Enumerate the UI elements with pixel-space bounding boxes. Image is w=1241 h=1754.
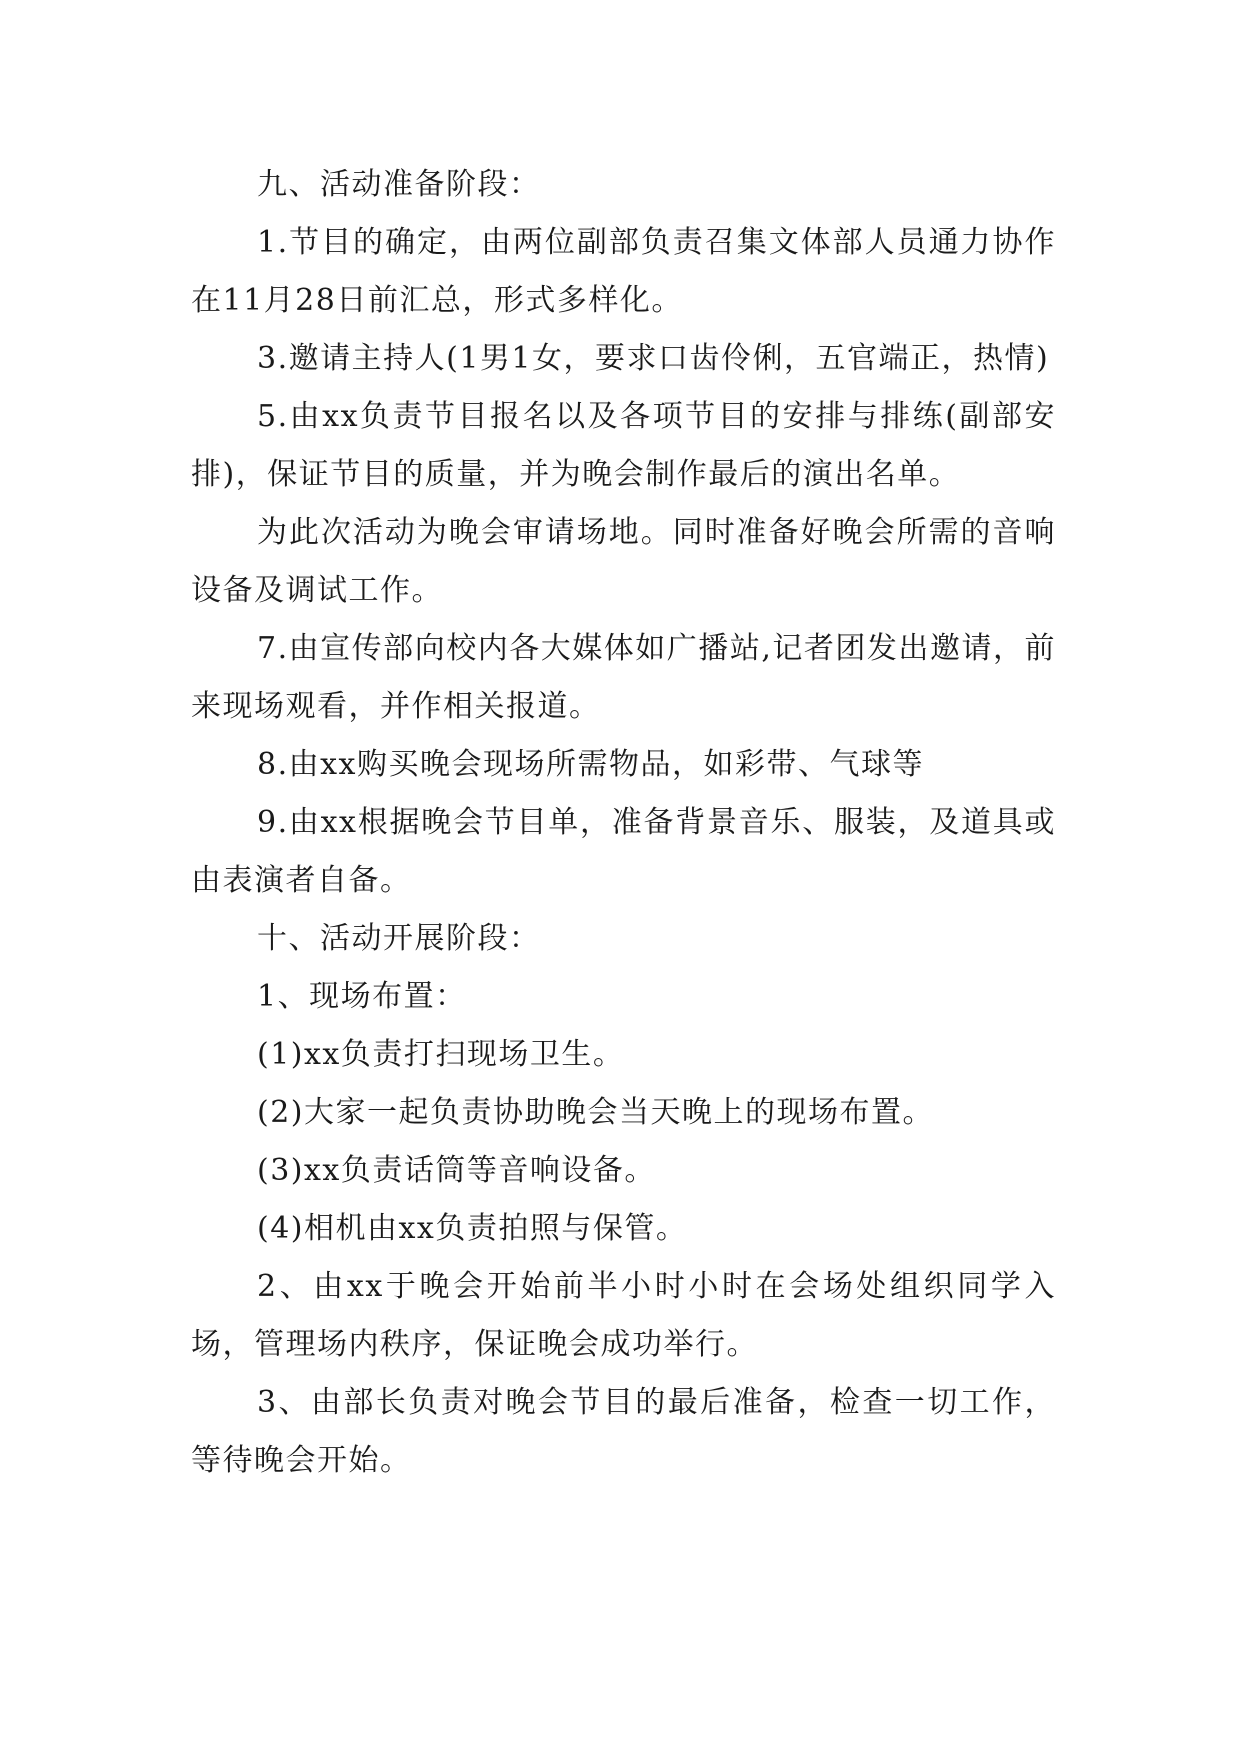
document-body [191,156,1056,1490]
paragraph: 为此次活动为晚会审请场地。同时准备好晚会所需的音响设备及调试工作。 [191,515,1056,608]
paragraph: 3.邀请主持人(1男1女，要求口齿伶俐，五官端正，热情) [257,341,1050,376]
paragraph: 1.节目的确定，由两位副部负责召集文体部人员通力协作在11月28日前汇总，形式多样化。 [191,225,1056,318]
paragraph: 9.由xx根据晚会节目单，准备背景音乐、服装，及道具或由表演者自备。 [191,805,1056,898]
paragraph: (2)大家一起负责协助晚会当天晚上的现场布置。 [257,1095,934,1130]
paragraph: (3)xx负责话筒等音响设备。 [257,1153,656,1188]
paragraph: 3、由部长负责对晚会节目的最后准备，检查一切工作，等待晚会开始。 [191,1385,1056,1478]
paragraph: (1)xx负责打扫现场卫生。 [257,1037,625,1072]
paragraph: 8.由xx购买晚会现场所需物品，如彩带、气球等 [257,747,924,782]
section-heading-execution: 十、活动开展阶段： [257,921,541,956]
paragraph: (4)相机由xx负责拍照与保管。 [257,1211,688,1246]
paragraph: 2、由xx于晚会开始前半小时小时在会场处组织同学入场，管理场内秩序，保证晚会成功举行。 [191,1269,1056,1362]
paragraph: 7.由宣传部向校内各大媒体如广播站,记者团发出邀请，前来现场观看，并作相关报道。 [191,631,1056,724]
paragraph: 5.由xx负责节目报名以及各项节目的安排与排练(副部安排)，保证节目的质量，并为晚会制作最后的演出名单。 [191,399,1056,492]
paragraph: 1、现场布置： [257,979,467,1014]
section-heading-preparation: 九、活动准备阶段： [257,167,541,202]
